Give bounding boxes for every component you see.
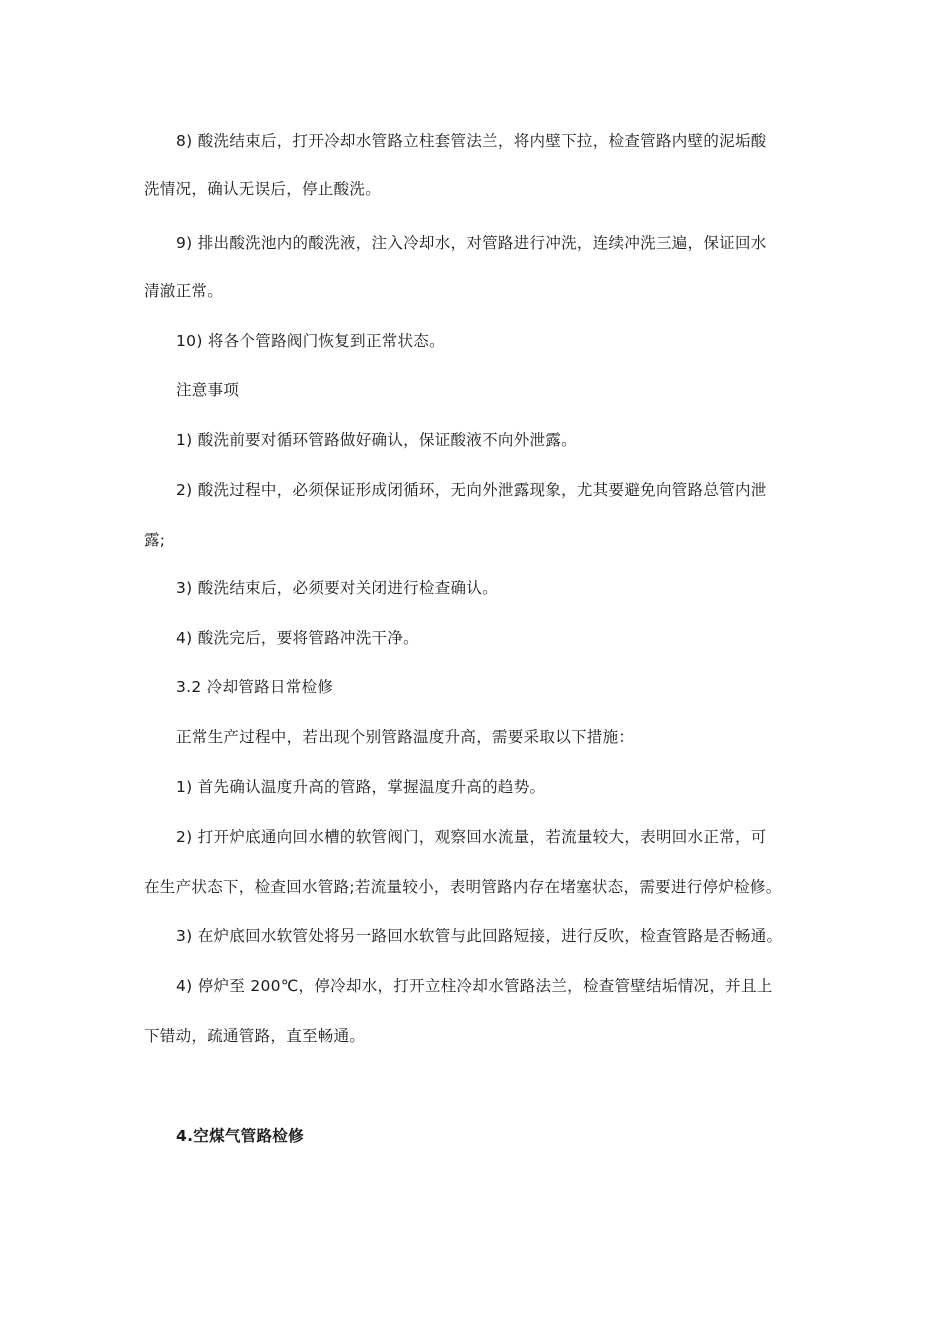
measure-item-2-line-2: 在生产状态下，检查回水管路;若流量较小，表明管路内存在堵塞状态，需要进行停炉检修。 <box>144 878 782 896</box>
section-heading-4: 4.空煤气管路检修 <box>176 1127 304 1145</box>
paragraph-step-8-line-2: 洗情况，确认无误后，停止酸洗。 <box>144 180 382 198</box>
measure-item-4-line-2: 下错动，疏通管路，直至畅通。 <box>144 1027 366 1045</box>
note-item-4: 4) 酸洗完后，要将管路冲洗干净。 <box>176 629 419 647</box>
paragraph-step-10: 10) 将各个管路阀门恢复到正常状态。 <box>176 332 445 350</box>
section-heading-3-2: 3.2 冷却管路日常检修 <box>176 678 334 696</box>
note-item-2-line-1: 2) 酸洗过程中，必须保证形成闭循环，无向外泄露现象，尤其要避免向管路总管内泄 <box>176 481 767 499</box>
note-item-3: 3) 酸洗结束后，必须要对关闭进行检查确认。 <box>176 579 498 597</box>
measure-item-4-line-1: 4) 停炉至 200℃，停冷却水，打开立柱冷却水管路法兰，检查管壁结垢情况，并且上 <box>176 977 773 995</box>
paragraph-step-9-line-2: 清澈正常。 <box>144 282 224 300</box>
note-item-2-line-2: 露; <box>144 531 166 549</box>
measure-item-2-line-1: 2) 打开炉底通向回水槽的软管阀门，观察回水流量，若流量较大，表明回水正常，可 <box>176 828 767 846</box>
paragraph-step-9-line-1: 9) 排出酸洗池内的酸洗液，注入冷却水，对管路进行冲洗，连续冲洗三遍，保证回水 <box>176 234 767 252</box>
measure-item-1: 1) 首先确认温度升高的管路，掌握温度升高的趋势。 <box>176 778 546 796</box>
section-intro: 正常生产过程中，若出现个别管路温度升高，需要采取以下措施： <box>176 728 635 746</box>
note-item-1: 1) 酸洗前要对循环管路做好确认，保证酸液不向外泄露。 <box>176 431 577 449</box>
notes-heading: 注意事项 <box>176 381 240 399</box>
paragraph-step-8-line-1: 8) 酸洗结束后，打开冷却水管路立柱套管法兰，将内壁下拉，检查管路内壁的泥垢酸 <box>176 132 767 150</box>
measure-item-3: 3) 在炉底回水软管处将另一路回水软管与此回路短接，进行反吹，检查管路是否畅通。 <box>176 927 783 945</box>
